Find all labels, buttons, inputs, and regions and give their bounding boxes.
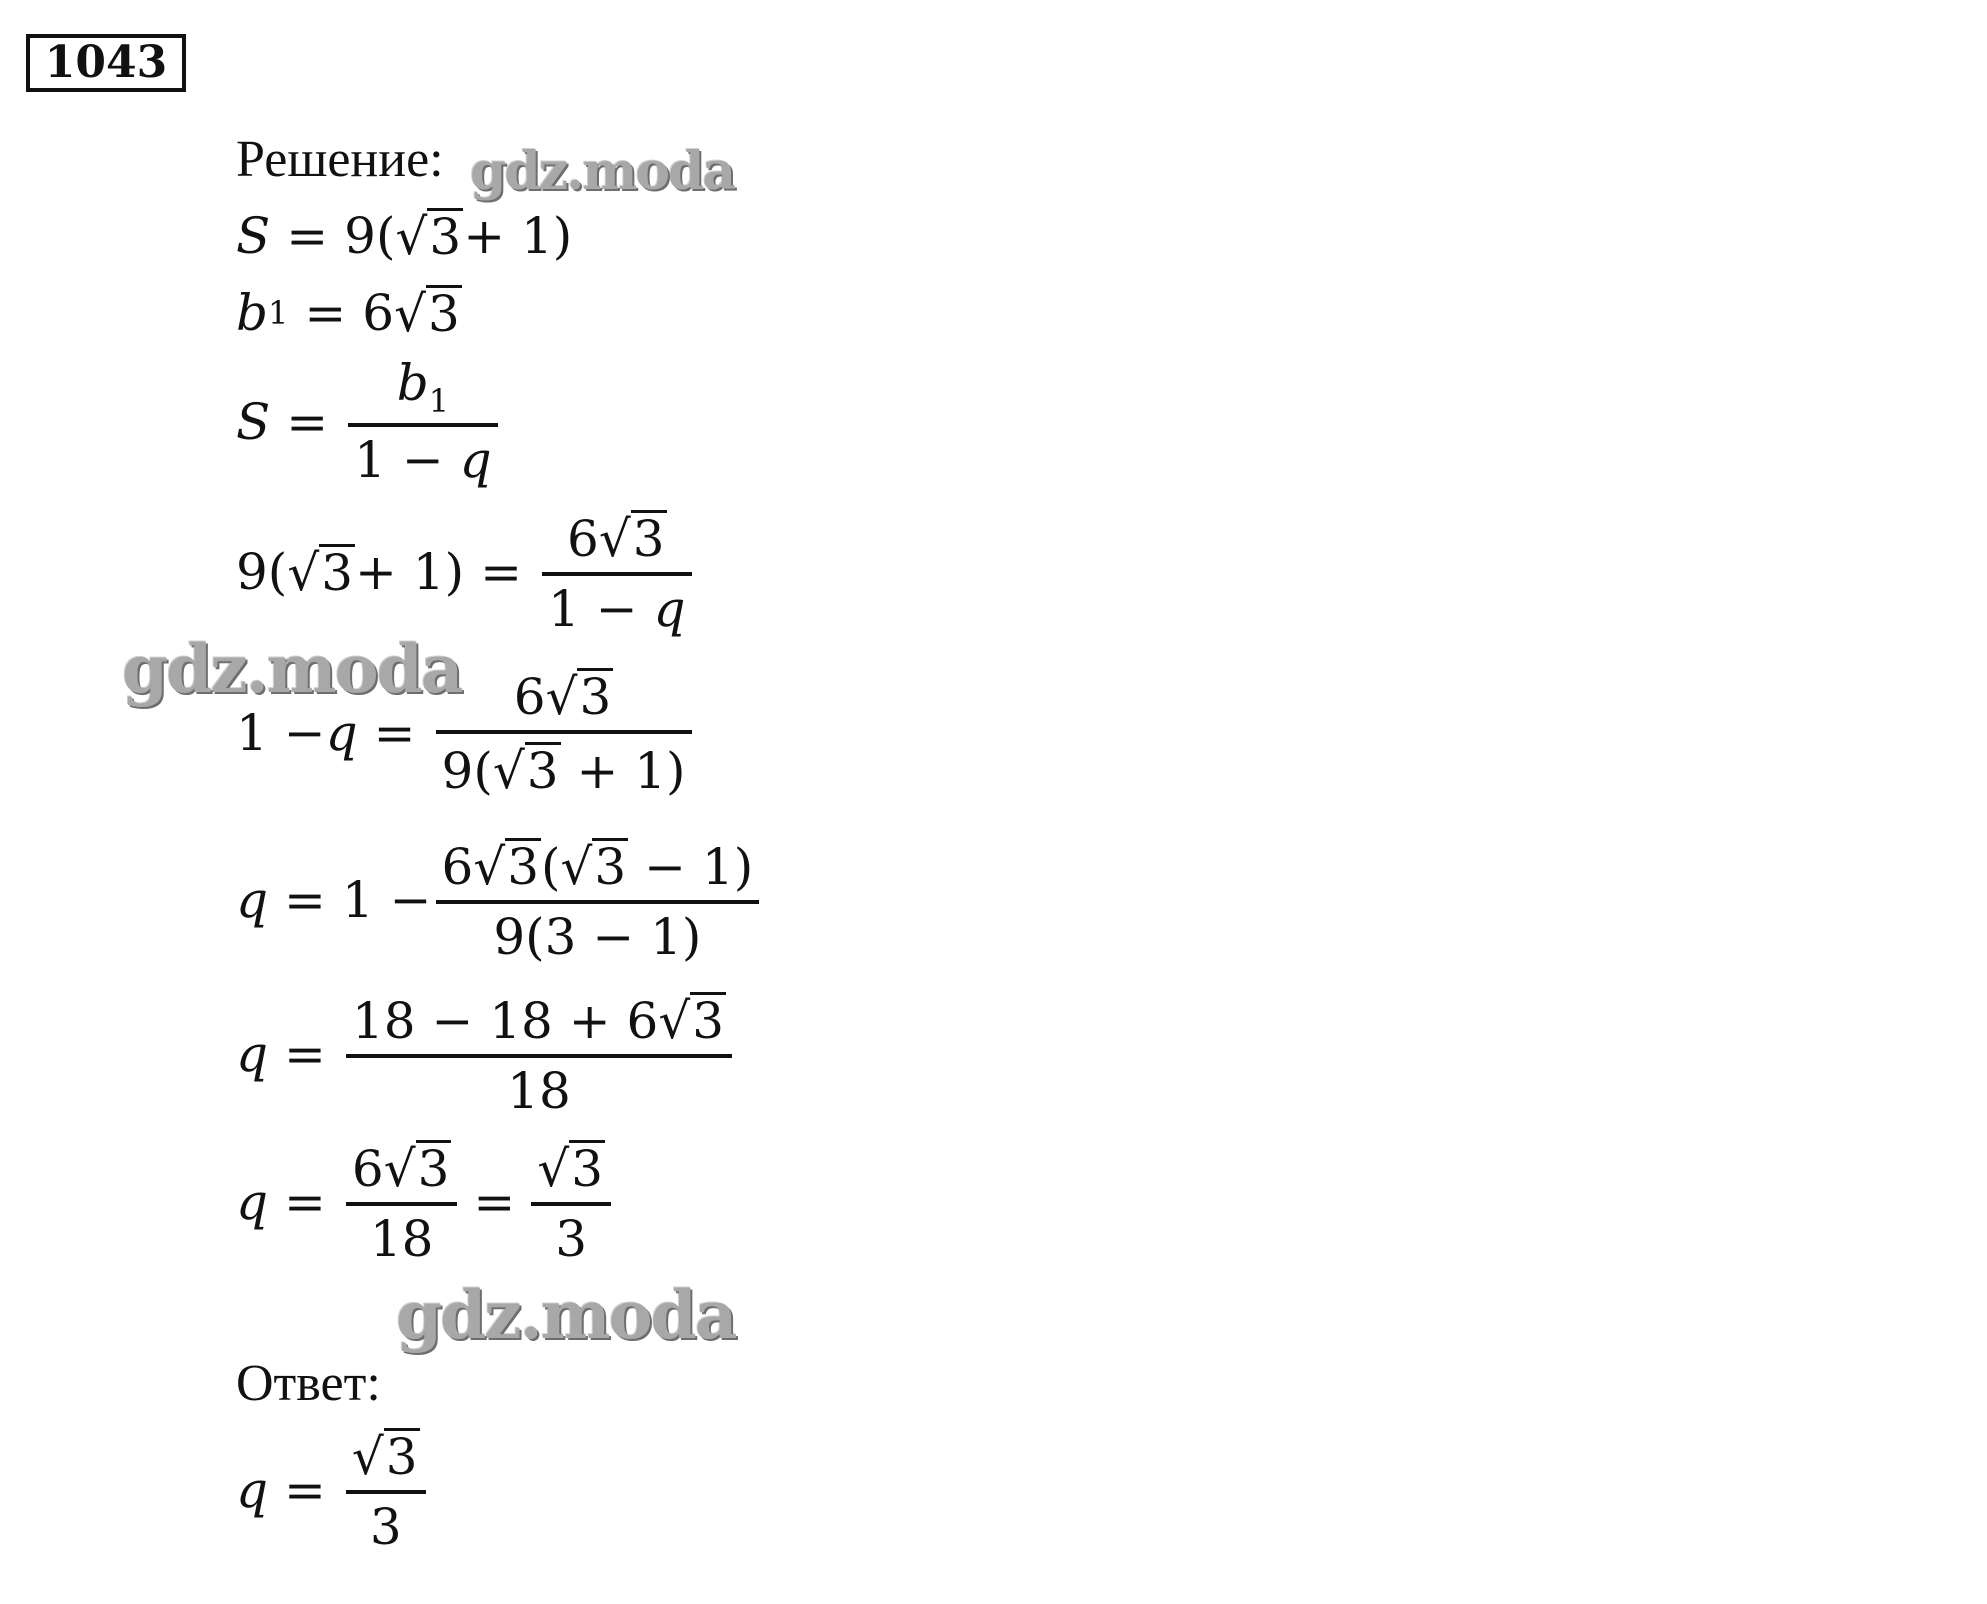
equation-s-given bbox=[236, 208, 572, 264]
equation-b1-given bbox=[236, 285, 462, 341]
var-s: S bbox=[236, 392, 271, 451]
fraction bbox=[531, 1140, 611, 1268]
equals-sign: = bbox=[284, 1172, 326, 1231]
sqrt: √3 bbox=[394, 285, 460, 343]
equation-substitution: 9( √3 + 1) = $\frac{6√3}{1 - q}$ bbox=[236, 510, 696, 634]
equation-answer: q = $\frac{√3}{3}$ bbox=[236, 1428, 430, 1552]
numerator: $b_1$ bbox=[396, 354, 450, 420]
sqrt: √3 bbox=[287, 544, 354, 602]
fraction bbox=[436, 838, 760, 966]
radicand: 3 bbox=[429, 208, 462, 266]
numerator: √3 bbox=[537, 1140, 604, 1198]
denominator: 9(√3 + 1) bbox=[441, 741, 686, 800]
solution-label: Решение: bbox=[236, 131, 444, 188]
sqrt: √3 bbox=[395, 208, 462, 266]
watermark: gdz.moda bbox=[396, 1276, 736, 1354]
equals-sign: = bbox=[284, 1024, 326, 1083]
equals-sign: = bbox=[480, 542, 523, 601]
watermark: gdz.moda bbox=[122, 630, 462, 708]
equals-sign: = bbox=[473, 1172, 516, 1231]
fraction bbox=[346, 1428, 426, 1556]
answer-label: Ответ: bbox=[236, 1355, 381, 1412]
equation-one-minus-q: 1 − q = $\frac{6√3}{9(√3 + 1)}$ bbox=[236, 668, 696, 797]
numerator: 18 − 18 + 6√3 bbox=[351, 992, 725, 1050]
problem-number: 1043 bbox=[26, 34, 186, 92]
equation-sum-formula bbox=[236, 354, 502, 489]
denominator: 18 bbox=[369, 1209, 434, 1268]
equals-sign: = bbox=[284, 1460, 326, 1519]
fraction bbox=[348, 354, 498, 489]
denominator: 18 bbox=[507, 1061, 571, 1120]
radicand: 3 bbox=[427, 285, 460, 343]
fraction bbox=[346, 992, 732, 1120]
numerator: 6√3 bbox=[351, 1140, 450, 1198]
equation-q-expression: q = 1 − $\frac{6√3(√3 - 1)}{9(3 - 1)}$ bbox=[236, 838, 763, 962]
equals-sign: = bbox=[284, 870, 326, 929]
denominator: 1 − q bbox=[354, 431, 492, 489]
equals-sign: = bbox=[304, 283, 347, 342]
numerator: 6√3(√3 − 1) bbox=[441, 838, 754, 896]
coef: 6 bbox=[362, 283, 395, 342]
fraction bbox=[542, 510, 692, 638]
equals-sign: = bbox=[286, 392, 329, 451]
var-s: S bbox=[236, 206, 271, 265]
equals-sign: = bbox=[286, 206, 329, 265]
rest: + 1) bbox=[463, 206, 573, 265]
denominator: 9(3 − 1) bbox=[493, 907, 702, 966]
denominator: 1 − q bbox=[548, 579, 686, 638]
numerator: 6√3 bbox=[513, 668, 612, 726]
watermark: gdz.moda bbox=[470, 141, 735, 202]
equation-q-simplified: q = $\frac{18 - 18 + 6√3}{18}$ bbox=[236, 992, 736, 1116]
coef: 9( bbox=[344, 206, 396, 265]
fraction bbox=[346, 1140, 458, 1268]
equation-q-reduced: q = $\frac{6√3}{18}$ = $\frac{√3}{3}$ bbox=[236, 1140, 615, 1264]
numerator: √3 bbox=[351, 1428, 418, 1486]
subscript: 1 bbox=[268, 293, 289, 332]
equals-sign: = bbox=[373, 703, 416, 762]
fraction bbox=[436, 668, 692, 800]
var-b: b bbox=[236, 283, 269, 342]
denominator: 3 bbox=[369, 1497, 402, 1556]
numerator: 6√3 bbox=[567, 510, 665, 568]
denominator: 3 bbox=[555, 1209, 588, 1268]
